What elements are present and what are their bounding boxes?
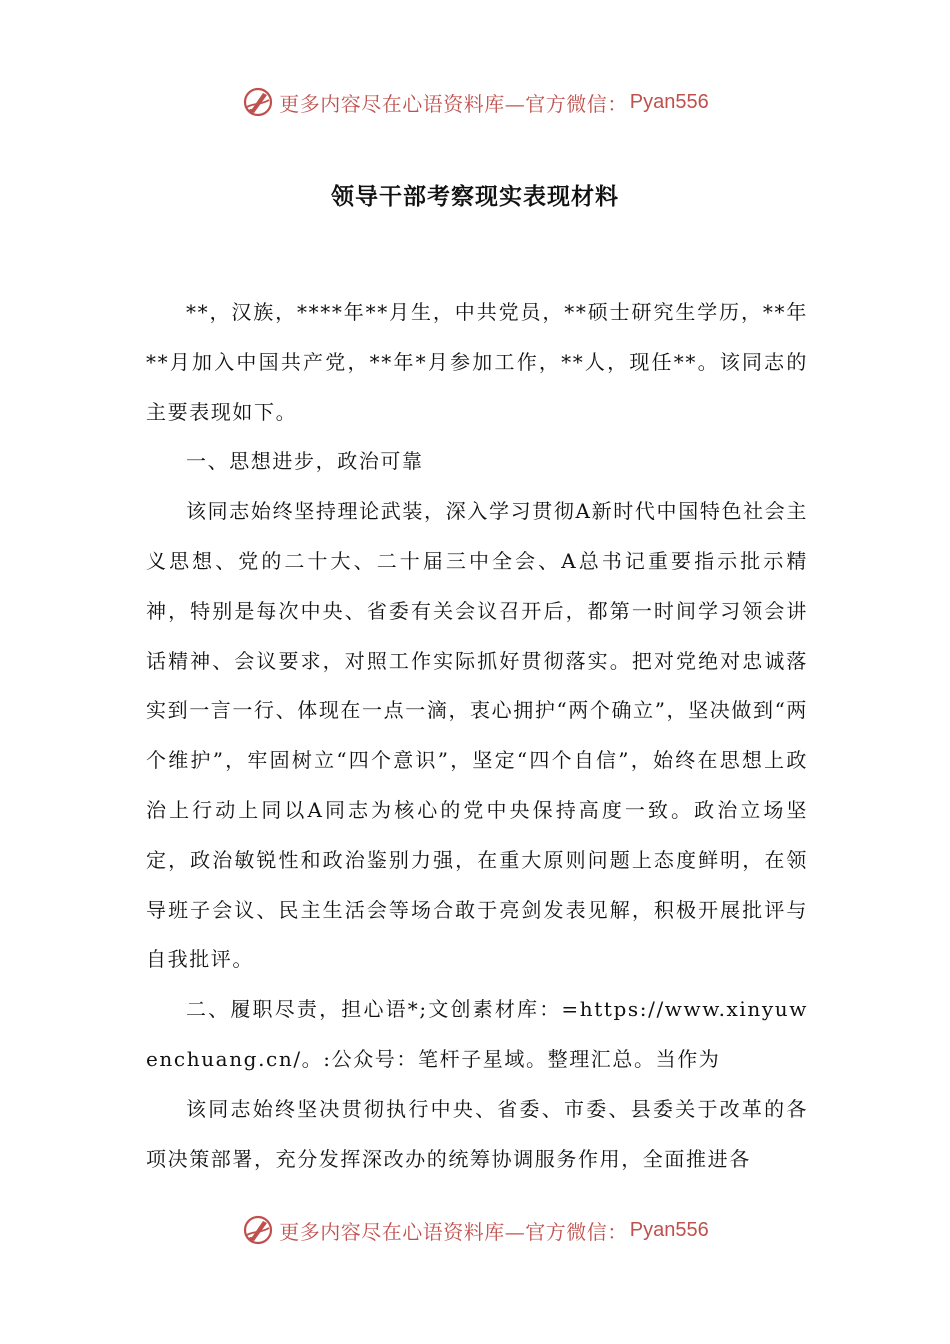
intro-paragraph: **，汉族，****年**月生，中共党员，**硕士研究生学历，**年**月加入中国共产党，**年*月参加工作，**人，现任**。该同志的主要表现如下。 [146, 300, 808, 424]
section-2-paragraph: 该同志始终坚决贯彻执行中央、省委、市委、县委关于改革的各项决策部署，充分发挥深改办的统筹协调服务作用，全面推进各 [146, 1096, 808, 1171]
section-heading-2: 二、履职尽责，担心语*;文创素材库：=https://www.xinyuwenchuang.cn/。:公众号：笔杆子星域。整理汇总。当作为 [146, 997, 808, 1071]
watermark-text: 更多内容尽在心语资料库—官方微信： [279, 91, 628, 116]
quill-pen-logo-icon [241, 1213, 275, 1247]
watermark-banner-bottom [0, 1208, 950, 1252]
watermark-banner-top [0, 80, 950, 124]
watermark-wechat-id: Pyan556 [629, 90, 709, 113]
document-body [146, 288, 808, 1184]
quill-pen-logo-icon [241, 85, 275, 119]
section-heading-1: 一、思想进步，政治可靠 [186, 449, 424, 474]
watermark-text: 更多内容尽在心语资料库—官方微信： [279, 1219, 628, 1244]
watermark-wechat-id: Pyan556 [629, 1218, 709, 1241]
document-title: 领导干部考察现实表现材料 [331, 183, 619, 210]
section-1-paragraph: 该同志始终坚持理论武装，深入学习贯彻A新时代中国特色社会主义思想、党的二十大、二十届三中全会、A总书记重要指示批示精神，特别是每次中央、省委有关会议召开后，都第一时间学习领会讲话精神、会议要求，对照工作实际抓好贯彻落实。把对党绝对忠诚落实到一言一行、体现在一点一滴，衷心拥护“两个确立”，坚决做到“两个维护”，牢固树立“四个意识”，坚定“四个自信”，始终在思想上政治上行动上同以A同志为核心的党中央保持高度一致。政治立场坚定，政治敏锐性和政治鉴别力强，在重大原则问题上态度鲜明，在领导班子会议、民主生活会等场合敢于亮剑发表见解，积极开展批评与自我批评。 [146, 499, 808, 972]
